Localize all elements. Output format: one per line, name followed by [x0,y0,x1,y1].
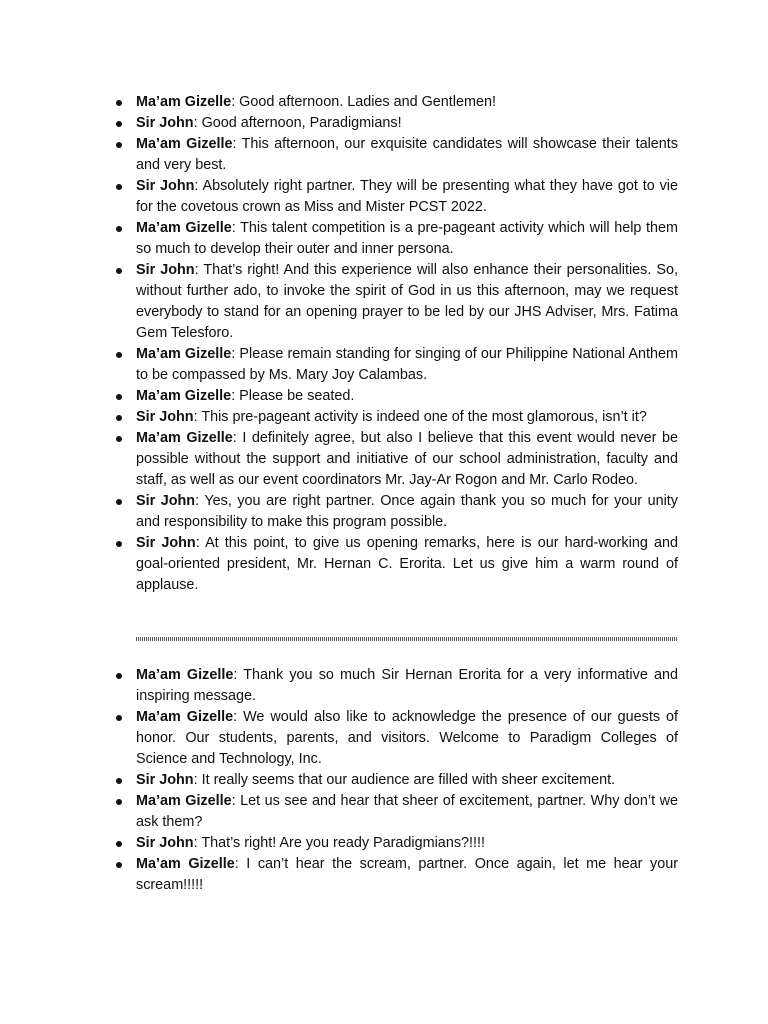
dialogue-text: : Good afternoon, Paradigmians! [193,115,402,131]
speaker-name: Sir John [136,115,194,131]
script-line [112,113,678,134]
dialogue-text: : It really seems that our audience are filled with sheer excitement. [193,772,616,788]
script-line [112,665,678,707]
dialogue-text: : This pre-pageant activity is indeed one of the most glamorous, isn’t it? [193,409,647,425]
speaker-name: Sir John [136,772,194,788]
speaker-name: Ma’am Gizelle [136,388,232,404]
speaker-name: Ma’am Gizelle [136,793,232,809]
dialogue-text: : Yes, you are right partner. Once again thank you so much for your unity and responsibility to make this program possible. [136,493,678,530]
speaker-name: Ma’am Gizelle [136,220,232,236]
script-line [112,770,678,791]
bullet-icon [116,100,122,106]
bullet-icon [116,142,122,148]
script-line [112,791,678,833]
dialogue-text: : Thank you so much Sir Hernan Erorita for a very informative and inspiring message. [136,667,678,704]
bullet-icon [116,226,122,232]
speaker-name: Sir John [136,262,195,278]
script-list-part-2 [112,665,678,896]
speaker-name: Ma’am Gizelle [136,346,232,362]
script-line [112,176,678,218]
bullet-icon [116,499,122,505]
dialogue-text: : Please remain standing for singing of our Philippine National Anthem to be compassed by Ms. Mary Joy Calambas. [136,346,678,383]
bullet-icon [116,121,122,127]
speaker-name: Sir John [136,535,196,551]
dialogue-text: : Please be seated. [231,388,355,404]
dialogue-text: : This afternoon, our exquisite candidates will showcase their talents and very best. [136,136,678,173]
script-list-part-1 [112,92,678,596]
bullet-icon [116,541,122,547]
script-line [112,491,678,533]
script-line [112,407,678,428]
speaker-name: Ma’am Gizelle [136,430,233,446]
bullet-icon [116,394,122,400]
bullet-icon [116,841,122,847]
script-line [112,344,678,386]
script-line [112,854,678,896]
speaker-name: Ma’am Gizelle [136,94,232,110]
dialogue-text: : At this point, to give us opening remarks, here is our hard-working and goal-oriented president, Mr. Hernan C. Erorita. Let us give him a warm round of applause. [136,535,678,593]
dialogue-text: : Let us see and hear that sheer of excitement, partner. Why don’t we ask them? [136,793,678,830]
section-separator [136,637,678,641]
speaker-name: Ma’am Gizelle [136,709,234,725]
dialogue-text: : That’s right! And this experience will also enhance their personalities. So, without further ado, to invoke the spirit of God in us this afternoon, may we request everybody to stand for an opening prayer to be led by our JHS Adviser, Mrs. Fatima Gem Telesforo. [136,262,678,341]
dialogue-text: : I can’t hear the scream, partner. Once again, let me hear your scream!!!!! [136,856,678,893]
bullet-icon [116,436,122,442]
speaker-name: Sir John [136,835,194,851]
dialogue-text: : We would also like to acknowledge the presence of our guests of honor. Our students, parents, and visitors. Welcome to Paradigm Colleges of Science and Technology, Inc. [136,709,678,767]
speaker-name: Ma’am Gizelle [136,856,235,872]
bullet-icon [116,715,122,721]
script-line [112,707,678,770]
dialogue-text: : I definitely agree, but also I believe that this event would never be possible without the support and initiative of our school administration, faculty and staff, as well as our event coordinators Mr. Jay-Ar Rogon and Mr. Carlo Rodeo. [136,430,678,488]
bullet-icon [116,268,122,274]
script-line [112,428,678,491]
script-line [112,833,678,854]
bullet-icon [116,415,122,421]
script-line [112,386,678,407]
script-line [112,533,678,596]
dialogue-text: : Absolutely right partner. They will be presenting what they have got to vie for the covetous crown as Miss and Mister PCST 2022. [136,178,678,215]
bullet-icon [116,778,122,784]
script-line [112,134,678,176]
speaker-name: Sir John [136,178,195,194]
bullet-icon [116,352,122,358]
speaker-name: Sir John [136,493,196,509]
dialogue-text: : That’s right! Are you ready Paradigmians?!!!! [193,835,486,851]
bullet-icon [116,862,122,868]
script-line [112,92,678,113]
script-line [112,260,678,344]
dialogue-text: : This talent competition is a pre-pageant activity which will help them so much to develop their outer and inner persona. [136,220,678,257]
speaker-name: Ma’am Gizelle [136,667,234,683]
script-line [112,218,678,260]
speaker-name: Sir John [136,409,194,425]
speaker-name: Ma’am Gizelle [136,136,233,152]
bullet-icon [116,799,122,805]
bullet-icon [116,673,122,679]
bullet-icon [116,184,122,190]
dialogue-text: : Good afternoon. Ladies and Gentlemen! [231,94,496,110]
